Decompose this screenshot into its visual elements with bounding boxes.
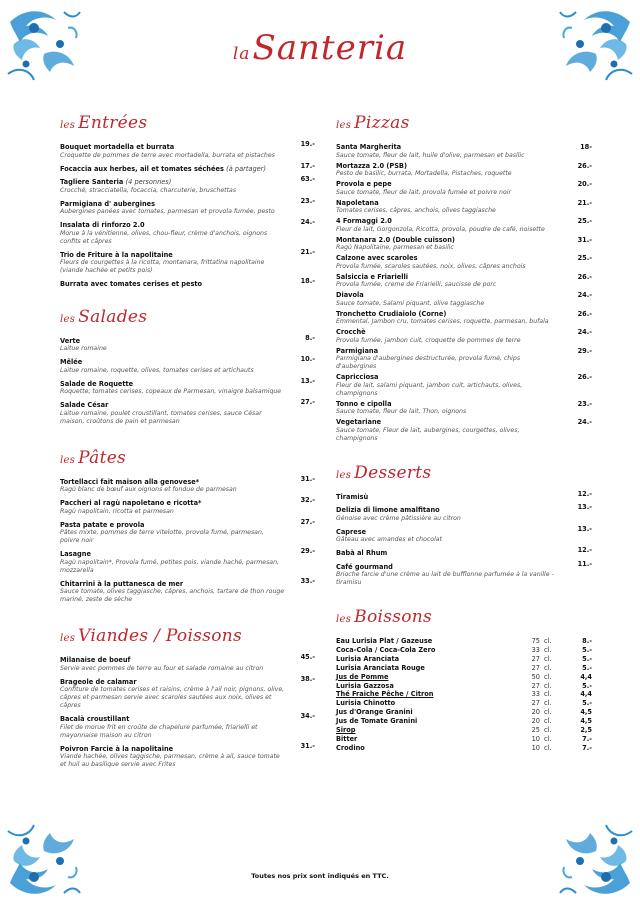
drink-row [336,655,592,664]
menu-item-name [60,499,285,508]
menu-item-name [336,143,562,152]
drink-quantity: 25 [531,726,540,735]
menu-item [336,373,592,398]
menu-item-name [60,337,285,346]
section-title-text: Viandes / Poissons [78,626,243,646]
menu-item-price: 29.- [577,346,592,355]
menu-item-price: 8.- [305,333,315,342]
menu-item-price: 25.- [577,254,592,262]
drink-quantity: 27 [531,654,540,663]
menu-item-title: Burrata avec tomates cerises et pesto [60,280,203,288]
menu-item-name [60,656,285,665]
section-title [336,607,592,627]
menu-item [60,355,315,375]
footer-note: Toutes nos prix sont indiqués en TTC. [251,872,389,880]
drink-unit: cl. [544,743,552,752]
menu-item-price: 12.- [577,546,592,554]
menu-item-title: Tonno e cipolla [336,399,392,408]
menu-item-name [60,221,285,230]
drink-price: 8.- [582,637,592,645]
menu-item-name [60,200,285,209]
menu-item-price: 63.- [300,175,315,183]
menu-item [336,217,592,234]
drink-quantity: 50 [531,672,540,681]
drink-quantity: 20 [531,717,540,726]
menu-item-price: 20.- [577,180,592,188]
section-boissons [336,607,592,753]
section-title [60,113,315,133]
menu-item-price: 21.- [577,198,592,207]
menu-item-title: Mortazza 2.0 (PSB) [336,161,407,170]
menu-item [336,291,592,308]
section-title [336,463,592,483]
section-title-prefix: les [336,614,352,625]
menu-item [60,247,315,276]
menu-item-title: Salade César [60,401,109,409]
menu-item-description: Brioche farcie d'une crème au lait de bufflonne parfumée à la vanille - tiramisu [336,571,554,586]
drink-unit: cl. [544,734,552,743]
menu-item-title: Milanaise de boeuf [60,656,131,664]
menu-item-description: Pesto de basilic, burrata, Mortadella, Pistaches, roquette [336,170,512,177]
menu-item-price: 24.- [300,218,315,226]
menu-item [336,143,592,160]
menu-item-name [60,678,285,687]
drink-name: Eau Lurisia Plat / Gazeuse [336,637,433,645]
section-title-prefix: les [60,454,76,466]
menu-item [60,517,315,546]
drink-quantity: 27 [531,699,540,708]
menu-item-title: Parmigiana [336,346,379,355]
menu-item-name [60,251,285,260]
menu-item-price: 13.- [577,524,592,533]
menu-item-title: Provola e pepe [336,180,392,188]
menu-item-price: 24.- [577,328,592,336]
drink-price: 7.- [582,743,592,752]
section-title-text: Desserts [354,462,432,483]
menu-item-price: 33.- [300,576,315,585]
menu-item-title: Insalata di rinforzo 2.0 [60,221,145,229]
menu-item-description: Laitue romaine [60,345,107,352]
drink-row [336,717,592,726]
menu-item-name [336,217,562,226]
menu-item-name [60,178,285,187]
menu-item-title: Napoletana [336,198,379,207]
menu-item-title: Salade de Roquette [60,379,134,388]
menu-item [336,273,592,290]
menu-item-title: Tronchetto Crudiaiolo (Corne) [336,309,447,318]
menu-item-title: Tiramisù [336,492,369,501]
menu-item-description: Ragù napolitain*, Provola fumé, petites pois, viande haché, parmesan, mozzarella [60,558,279,574]
menu-item-description: Sauce tomate, fleur de lait, Thon, oignons [336,408,467,415]
menu-item-price: 27.- [300,398,315,406]
menu-item-price: 12.- [577,489,592,498]
drink-row [336,637,592,646]
section-title-prefix: les [60,313,76,325]
drink-row [336,664,592,673]
menu-item-price: 31.- [300,741,315,750]
section-entrees [60,113,315,289]
drink-unit: cl. [544,654,552,663]
section-title-text: Boissons [354,607,433,627]
menu-item-description: Laitue romaine, roquette, olives, tomates cerises et artichauts [60,366,254,374]
menu-item-title: Babà al Rhum [336,549,388,557]
menu-item [60,277,315,289]
drink-price: 4,5 [580,708,592,717]
drink-unit: cl. [544,645,552,654]
drink-quantity: 27 [531,663,540,672]
menu-item [336,180,592,197]
drink-name: Lurisia Gazzosa [336,681,394,690]
section-pates [60,448,315,605]
drink-quantity: 75 [531,637,540,645]
menu-item-title: Salsiccia e Friarielli [336,272,409,281]
menu-item-title: Diavola [336,291,364,299]
section-title-text: Pâtes [78,447,127,468]
menu-item [60,674,315,711]
menu-item-description: Fleurs de courgettes à la ricotta, montanara, frittatina napolitaine (viande hachée et petits pois) [60,259,265,274]
section-title [60,448,315,468]
section-title-prefix: les [60,633,76,644]
menu-item-price: 23.- [300,196,315,205]
section-title [60,307,315,327]
menu-item-name [336,493,562,502]
drink-unit: cl. [544,681,552,690]
menu-item-description: Gâteau avec amandes et chocolat [336,536,443,543]
menu-item-name [336,162,562,171]
menu-item-title: Lasagne [60,550,91,558]
menu-item-title: Focaccia aux herbes, ail et tomates séchées [60,164,224,173]
drink-row [336,708,592,717]
menu-item-name [60,715,285,724]
section-title-prefix: les [336,120,352,131]
menu-item [336,347,592,372]
menu-item-name [336,373,562,382]
menu-item [60,196,315,217]
menu-item-description: Sauce tomate, fleur de lait, provola fumée et poivre noir [336,188,512,196]
menu-item-price: 25.- [577,217,592,225]
menu-item [60,653,315,673]
menu-item-name [60,165,285,174]
section-title [336,113,592,133]
drink-unit: cl. [544,663,552,672]
drink-row [336,673,592,682]
menu-item-title: Santa Margherita [336,143,402,151]
menu-item [60,398,315,426]
menu-item-title: Trio de Friture à la napolitaine [60,250,173,259]
menu-item-name [336,549,562,558]
menu-item [60,496,315,516]
menu-item [60,547,315,575]
menu-item-description: Ragù napolitain, ricotta et parmesan [60,507,174,515]
menu-item-description: Provola fumée, jambon cuit, croquette de pommes de terre [336,336,521,344]
menu-item-price: 26.- [577,309,592,318]
section-pizzas [336,113,592,443]
menu-item-description: Viande hachée, olives taggische, parmesan, crème à ail, sauce tomate et huil au basilique servie avec Frites [60,753,280,768]
menu-item-title: Café gourmand [336,562,393,571]
drink-row [336,726,592,735]
drink-name: Crodino [336,743,365,752]
menu-item-title: Capricciosa [336,373,379,381]
menu-item-note: (à partager) [226,164,266,173]
menu-item [60,712,315,740]
drink-unit: cl. [544,726,552,735]
drink-price: 7.- [582,734,592,743]
section-viandes [60,626,315,769]
menu-item-name [336,273,562,282]
menu-item-price: 19.- [300,140,315,148]
menu-item-description: Confiture de tomates cerises et raisins, crème à l'ail noir, pignons, olive, câpres et parmesan servie avec scaroles sautées aux noix, olives et câpres [60,686,285,709]
drink-name: Lurisia Chinotto [336,699,396,708]
menu-item-title: Vegetariane [336,418,382,426]
menu-item-description: Provola fumée, scaroles sautées, noix, olives, câpres anchois [336,262,526,270]
menu-item-title: Pasta patate e provola [60,520,145,529]
menu-item-name [60,478,285,487]
menu-item-price: 29.- [300,547,315,555]
menu-item-price: 18.- [300,277,315,285]
drink-row [336,744,592,753]
drink-row [336,699,592,708]
menu-item-description: Ragù blanc de bœuf aux oignons et fondue de parmesan [60,486,237,493]
menu-item-name [60,358,285,367]
menu-item-title: Mêlée [60,358,83,366]
menu-item [60,333,315,354]
left-column [60,113,315,785]
menu-item-name [60,550,285,559]
menu-item [60,576,315,605]
menu-item-description: Sauce tomate, fleur de lait, huile d'olive, parmesan et basilic [336,151,525,159]
menu-item [336,400,592,417]
menu-item [60,474,315,495]
menu-item-description: Sauce tomate, Salami piquant, olive taggiasche [336,299,485,307]
drink-price: 2,5 [580,726,592,735]
menu-item [336,524,592,545]
menu-item-title: Tortellacci fait maison alla genovese* [60,477,200,486]
drink-quantity: 20 [531,708,540,717]
menu-item-name [336,236,562,245]
menu-item-price: 21.- [300,247,315,256]
drink-row [336,646,592,655]
menu-item-description: Sauce tomate, Fleur de lait, aubergines, courgettes, olives, champignons [336,426,520,442]
menu-item-description: Roquette, tomates cerises, copeaux de Parmesan, vinaigre balsamique [60,388,282,395]
drink-unit: cl. [544,672,552,681]
section-title [60,626,315,646]
menu-item-title: Montanara 2.0 (Double cuisson) [336,235,455,244]
menu-item [60,140,315,160]
menu-item-price: 24.- [577,418,592,426]
drink-quantity: 27 [531,681,540,690]
corner-ornament-icon [4,821,84,901]
menu-item-description: Sauce tomate, olives taggiasche, câpres, anchois, tartare de thon rouge mariné, zeste de sèche [60,588,285,603]
menu-item-name [60,143,285,152]
menu-item-description: Pâtes mixte, pommes de terre vitelotte, provola fumé, parmesan, poivre noir [60,529,264,544]
drink-price: 4,4 [580,690,592,699]
menu-item-name [60,580,285,589]
drink-row [336,682,592,691]
menu-item-name [336,506,562,515]
menu-item-description: Croquette de pommes de terre avec mortadella, burrata et pistaches [60,151,275,159]
menu-item-description: Aubergines panées avec tomates, parmesan et provola fumée, pesto [60,208,275,215]
menu-item-name [336,418,562,427]
menu-item-name [60,745,285,754]
section-title-text: Pizzas [354,113,410,133]
drink-name: Coca-Cola / Coca-Cola Zero [336,645,436,654]
drink-name: Bitter [336,734,358,743]
menu-item [60,218,315,246]
menu-item-price: 32.- [300,496,315,504]
menu-item-description: Crocché, stracciatella, focaccia, charcuterie, bruschettas [60,186,237,194]
menu-item-price: 18- [580,143,592,151]
menu-item-title: Poivron Farcie à la napolitaine [60,744,174,753]
menu-item-description: Tomates cerises, câpres, anchois, olives taggiasche [336,207,496,214]
menu-item-price: 26.- [577,161,592,170]
section-title-prefix: les [60,120,76,131]
menu-item-price: 24.- [577,291,592,299]
menu-item-name [336,528,562,537]
menu-item [336,503,592,523]
menu-item-description: Fleur de lait, salami piquant, jambon cuit, artichauts, olives, champignons [336,381,523,397]
menu-item-note: (4 personnes) [125,178,172,186]
menu-item-name [336,328,562,337]
menu-item-title: Brageole de calamar [60,677,137,686]
menu-item-price: 17.- [300,161,315,170]
menu-item-name [336,563,562,572]
menu-item-title: Caprese [336,527,367,536]
drink-row [336,690,592,699]
menu-item-price: 45.- [300,653,315,661]
menu-item-title: Calzone avec scaroles [336,254,418,262]
menu-item [336,418,592,443]
menu-item [336,162,592,179]
menu-item-title: Paccheri al ragù napoletano e ricotta* [60,499,202,507]
drink-unit: cl. [544,717,552,726]
menu-item-name [60,380,285,389]
menu-item-price: 34.- [300,712,315,720]
drink-name: Jus d'Orange Granini [336,708,413,717]
menu-item [60,741,315,770]
drink-price: 4,5 [580,717,592,726]
menu-item-price: 38.- [300,674,315,683]
restaurant-logo [0,28,640,68]
menu-item-name [336,199,562,208]
menu-item-price: 11.- [577,559,592,568]
menu-item-price: 10.- [300,355,315,363]
drink-unit: cl. [544,708,552,717]
drink-price: 4,4 [580,672,592,681]
logo-prefix: la [232,44,251,64]
menu-item [60,376,315,397]
menu-item-price: 13.- [577,503,592,511]
drink-name: Lurisia Aranciata Rouge [336,663,425,672]
drink-unit: cl. [544,637,552,645]
menu-item-title: Delizia di limone amalfitano [336,506,440,514]
menu-item-description: Génoise avec crème pâtissière au citron [336,514,461,522]
menu-item [60,175,315,195]
drink-price: 5.- [582,663,592,672]
section-title-text: Salades [78,306,148,327]
menu-item-title: Bouquet mortadella et burrata [60,143,175,151]
menu-item [336,328,592,345]
menu-item-title: Bacalà croustillant [60,715,130,723]
drink-name: Jus de Pomme [336,672,389,681]
menu-item-name [336,400,562,409]
menu-item [336,559,592,588]
drink-name: Jus de Tomate Granini [336,717,418,726]
section-title-prefix: les [336,469,352,481]
drink-price: 5.- [582,645,592,654]
menu-item-title: 4 Formaggi 2.0 [336,217,392,225]
menu-item-price: 27.- [300,517,315,526]
section-desserts [336,463,592,588]
menu-item-price: 31.- [300,474,315,483]
menu-item-name [336,347,562,356]
menu-item-description: Provola fumée, creme de Friarielli, saucisse de porc [336,281,497,288]
drink-price: 5.- [582,654,592,663]
menu-item [336,254,592,271]
menu-item-title: Chitarrini à la puttanesca de mer [60,579,184,588]
menu-item-description: Ragù Napolitaine, parmesan et basilic [336,244,454,251]
section-salades [60,307,315,426]
drink-price: 5.- [582,699,592,708]
menu-item-name [336,310,562,319]
drink-quantity: 33 [531,645,540,654]
right-column [336,113,592,753]
menu-item-description: Fleur de lait, Gorgonzola, Ricotta, provola, poudre de café, noisette [336,225,545,233]
section-title-text: Entrées [78,113,148,133]
menu-item-name [60,401,285,410]
menu-item-price: 13.- [300,376,315,385]
drink-quantity: 10 [531,743,540,752]
corner-ornament-icon [556,821,636,901]
menu-item-description: Filet de morue frit en croûte de chapelure parfumée, friarielli et mayonnaise maison au citron [60,723,258,739]
menu-item-description: Emmental, Jambon cru, tomates cerises, roquette, parmesan, bufala [336,318,549,325]
menu-item [336,489,592,502]
drink-quantity: 10 [531,734,540,743]
drink-row [336,735,592,744]
menu-item-price: 31.- [577,235,592,244]
drink-unit: cl. [544,699,552,708]
menu-item [336,199,592,216]
menu-item-title: Crocchè [336,328,366,336]
menu-item-name [60,521,285,530]
drink-name: Thé Fraiche Pêche / Citron [336,690,434,699]
menu-item-price: 26.- [577,373,592,381]
menu-item-name [336,291,562,300]
menu-item-title: Parmigiana d' aubergines [60,199,156,208]
menu-item-name [336,180,562,189]
menu-item [60,161,315,174]
drink-name: Sirop [336,726,356,735]
menu-item [336,310,592,327]
drink-quantity: 33 [531,690,540,699]
drink-price: 5.- [582,681,592,690]
logo-name: Santeria [252,28,408,68]
drink-name: Lurisia Aranciata [336,654,400,663]
menu-item-description: Servie avec pommes de terre au four et salade romaine au citron [60,664,264,672]
menu-item-name [60,280,285,289]
menu-item-description: Laitue romaine, poulet croustillant, tomates cerises, sauce César maison, croûtons de pain et parmesan [60,409,262,425]
menu-item-title: Tagliere Santeria [60,178,124,186]
menu-item-description: Morue à la vénitienne, olives, chou-fleur, crème d'anchois, oignons confits et câpres [60,229,268,245]
menu-item [336,236,592,253]
menu-item-name [336,254,562,263]
menu-item-title: Verte [60,336,81,345]
menu-item [336,546,592,558]
menu-item-price: 26.- [577,272,592,281]
menu-item-price: 23.- [577,399,592,408]
drink-unit: cl. [544,690,552,699]
menu-item-description: Parmigiana d'aubergines destructurée, provola fumé, chips d'aubergines [336,355,521,370]
